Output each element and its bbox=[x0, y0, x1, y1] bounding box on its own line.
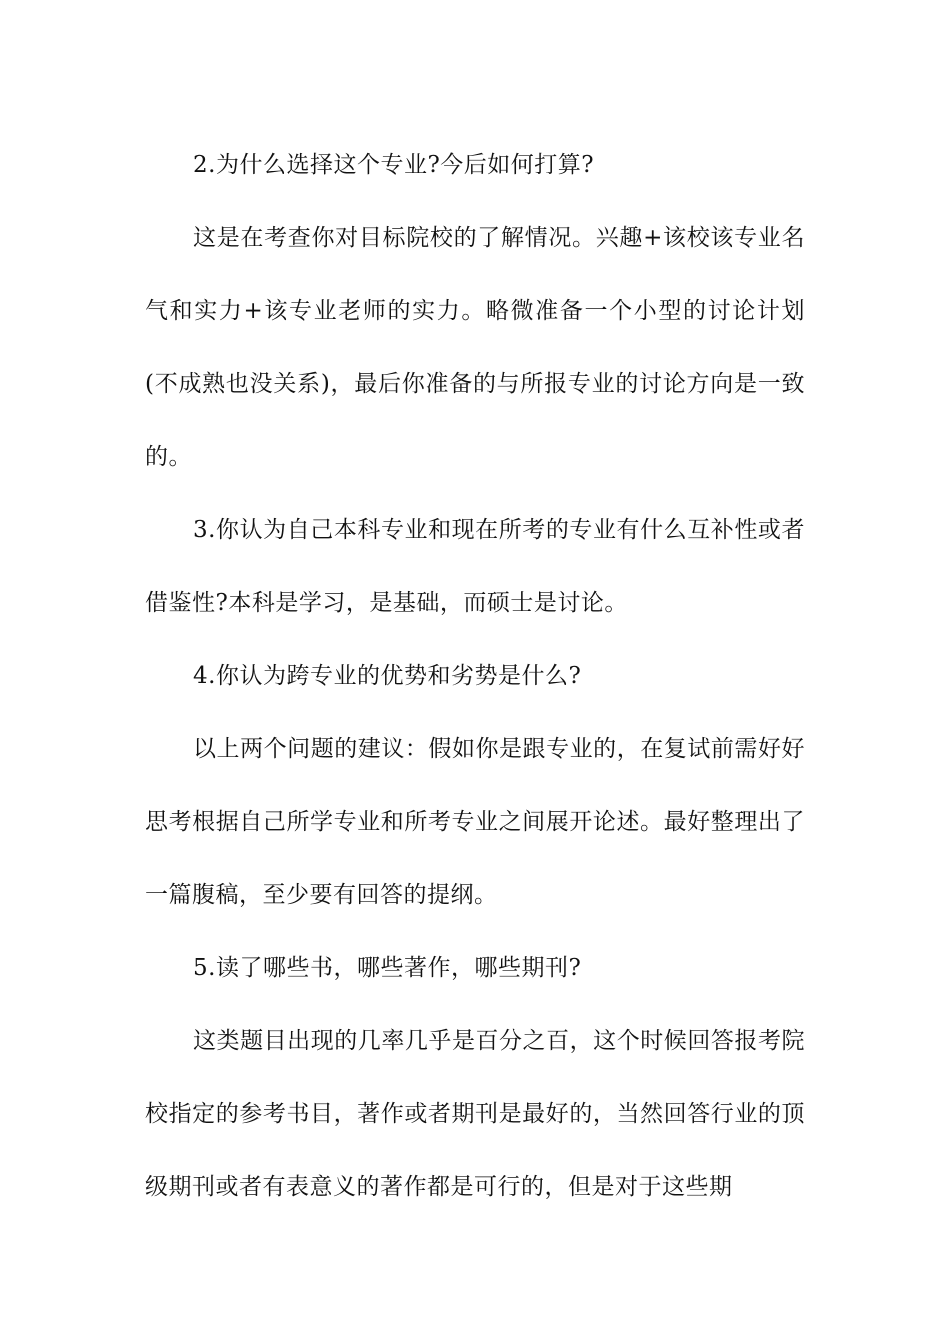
paragraph-question-3: 3.你认为自己本科专业和现在所考的专业有什么互补性或者借鉴性?本科是学习，是基础，而硕士是讨论。 bbox=[145, 517, 805, 616]
document-body bbox=[145, 129, 805, 1224]
paragraph-question-4: 4.你认为跨专业的优势和劣势是什么? bbox=[193, 663, 582, 689]
paragraph-question-5: 5.读了哪些书，哪些著作，哪些期刊? bbox=[193, 955, 582, 981]
paragraph-answer-5: 这类题目出现的几率几乎是百分之百，这个时候回答报考院校指定的参考书目，著作或者期刊是最好的，当然回答行业的顶级期刊或者有表意义的著作都是可行的，但是对于这些期 bbox=[145, 1028, 805, 1200]
paragraph-answer-3-4: 以上两个问题的建议：假如你是跟专业的，在复试前需好好思考根据自己所学专业和所考专业之间展开论述。最好整理出了一篇腹稿，至少要有回答的提纲。 bbox=[145, 736, 805, 908]
paragraph-answer-2: 这是在考查你对目标院校的了解情况。兴趣+该校该专业名气和实力+该专业老师的实力。略微准备一个小型的讨论计划(不成熟也没关系)，最后你准备的与所报专业的讨论方向是一致的。 bbox=[145, 225, 805, 470]
paragraph-question-2: 2.为什么选择这个专业?今后如何打算? bbox=[193, 152, 595, 178]
